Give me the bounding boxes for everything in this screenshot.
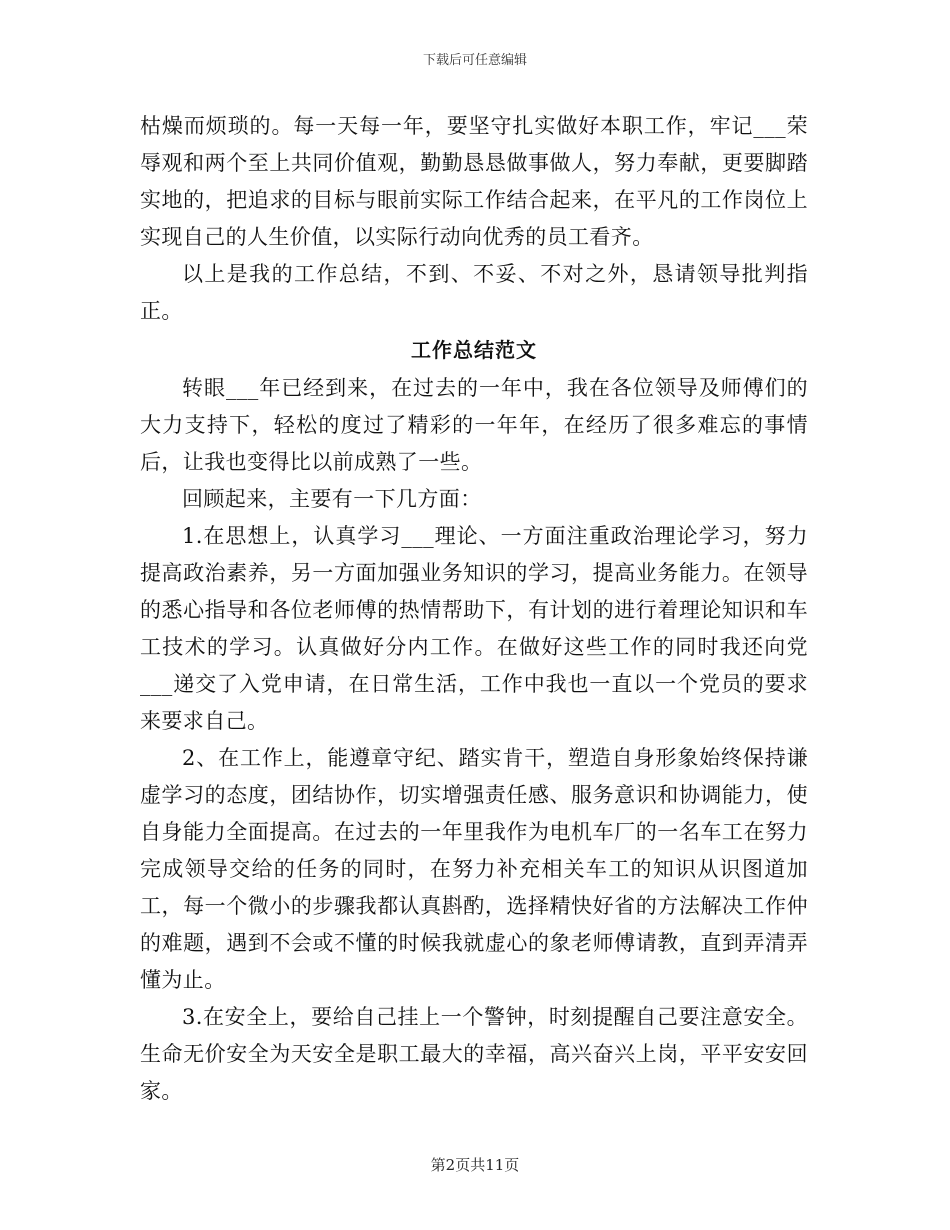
paragraph-intro: 转眼___年已经到来，在过去的一年中，我在各位领导及师傅们的大力支持下，轻松的度过了精彩的一年年，在经历了很多难忘的事情后，让我也变得比以前成熟了一些。 xyxy=(140,376,808,474)
paragraph-continued: 枯燥而烦琐的。每一天每一年，要坚守扎实做好本职工作，牢记___荣辱观和两个至上共同价值观，勤勤恳恳做事做人，努力奉献，更要脚踏实地的，把追求的目标与眼前实际工作结合起来，在平凡的工作岗位上实现自己的人生价值，以实际行动向优秀的员工看齐。 xyxy=(140,114,808,249)
paragraph-point-1: 1.在思想上，认真学习___理论、一方面注重政治理论学习，努力提高政治素养，另一方面加强业务知识的学习，提高业务能力。在领导的悉心指导和各位老师傅的热情帮助下，有计划的进行着理论知识和车工技术的学习。认真做好分内工作。在做好这些工作的同时我还向党___递交了入党申请，在日常生活，工作中我也一直以一个党员的要求来要求自己。 xyxy=(140,524,808,733)
page-header: 下载后可任意编辑 xyxy=(422,53,527,68)
paragraph-point-3: 3.在安全上，要给自己挂上一个警钟，时刻提醒自己要注意安全。生命无价安全为天安全是职工最大的幸福，高兴奋兴上岗，平平安安回家。 xyxy=(140,1005,808,1103)
section-title: 工作总结范文 xyxy=(411,338,537,362)
document-body xyxy=(140,108,808,1110)
paragraph-point-2: 2、在工作上，能遵章守纪、踏实肯干，塑造自身形象始终保持谦虚学习的态度，团结协作，切实增强责任感、服务意识和协调能力，使自身能力全面提高。在过去的一年里我作为电机车厂的一名车工在努力完成领导交给的任务的同时，在努力补充相关车工的知识从识图道加工，每一个微小的步骤我都认真斟酌，选择精快好省的方法解决工作仲的难题，遇到不会或不懂的时候我就虚心的象老师傅请教，直到弄清弄懂为止。 xyxy=(140,746,808,992)
paragraph-closing: 以上是我的工作总结，不到、不妥、不对之外，恳请领导批判指正。 xyxy=(140,262,808,323)
paragraph-review: 回顾起来，主要有一下几方面： xyxy=(182,487,482,511)
page-footer: 第2页共11页 xyxy=(430,1156,520,1174)
